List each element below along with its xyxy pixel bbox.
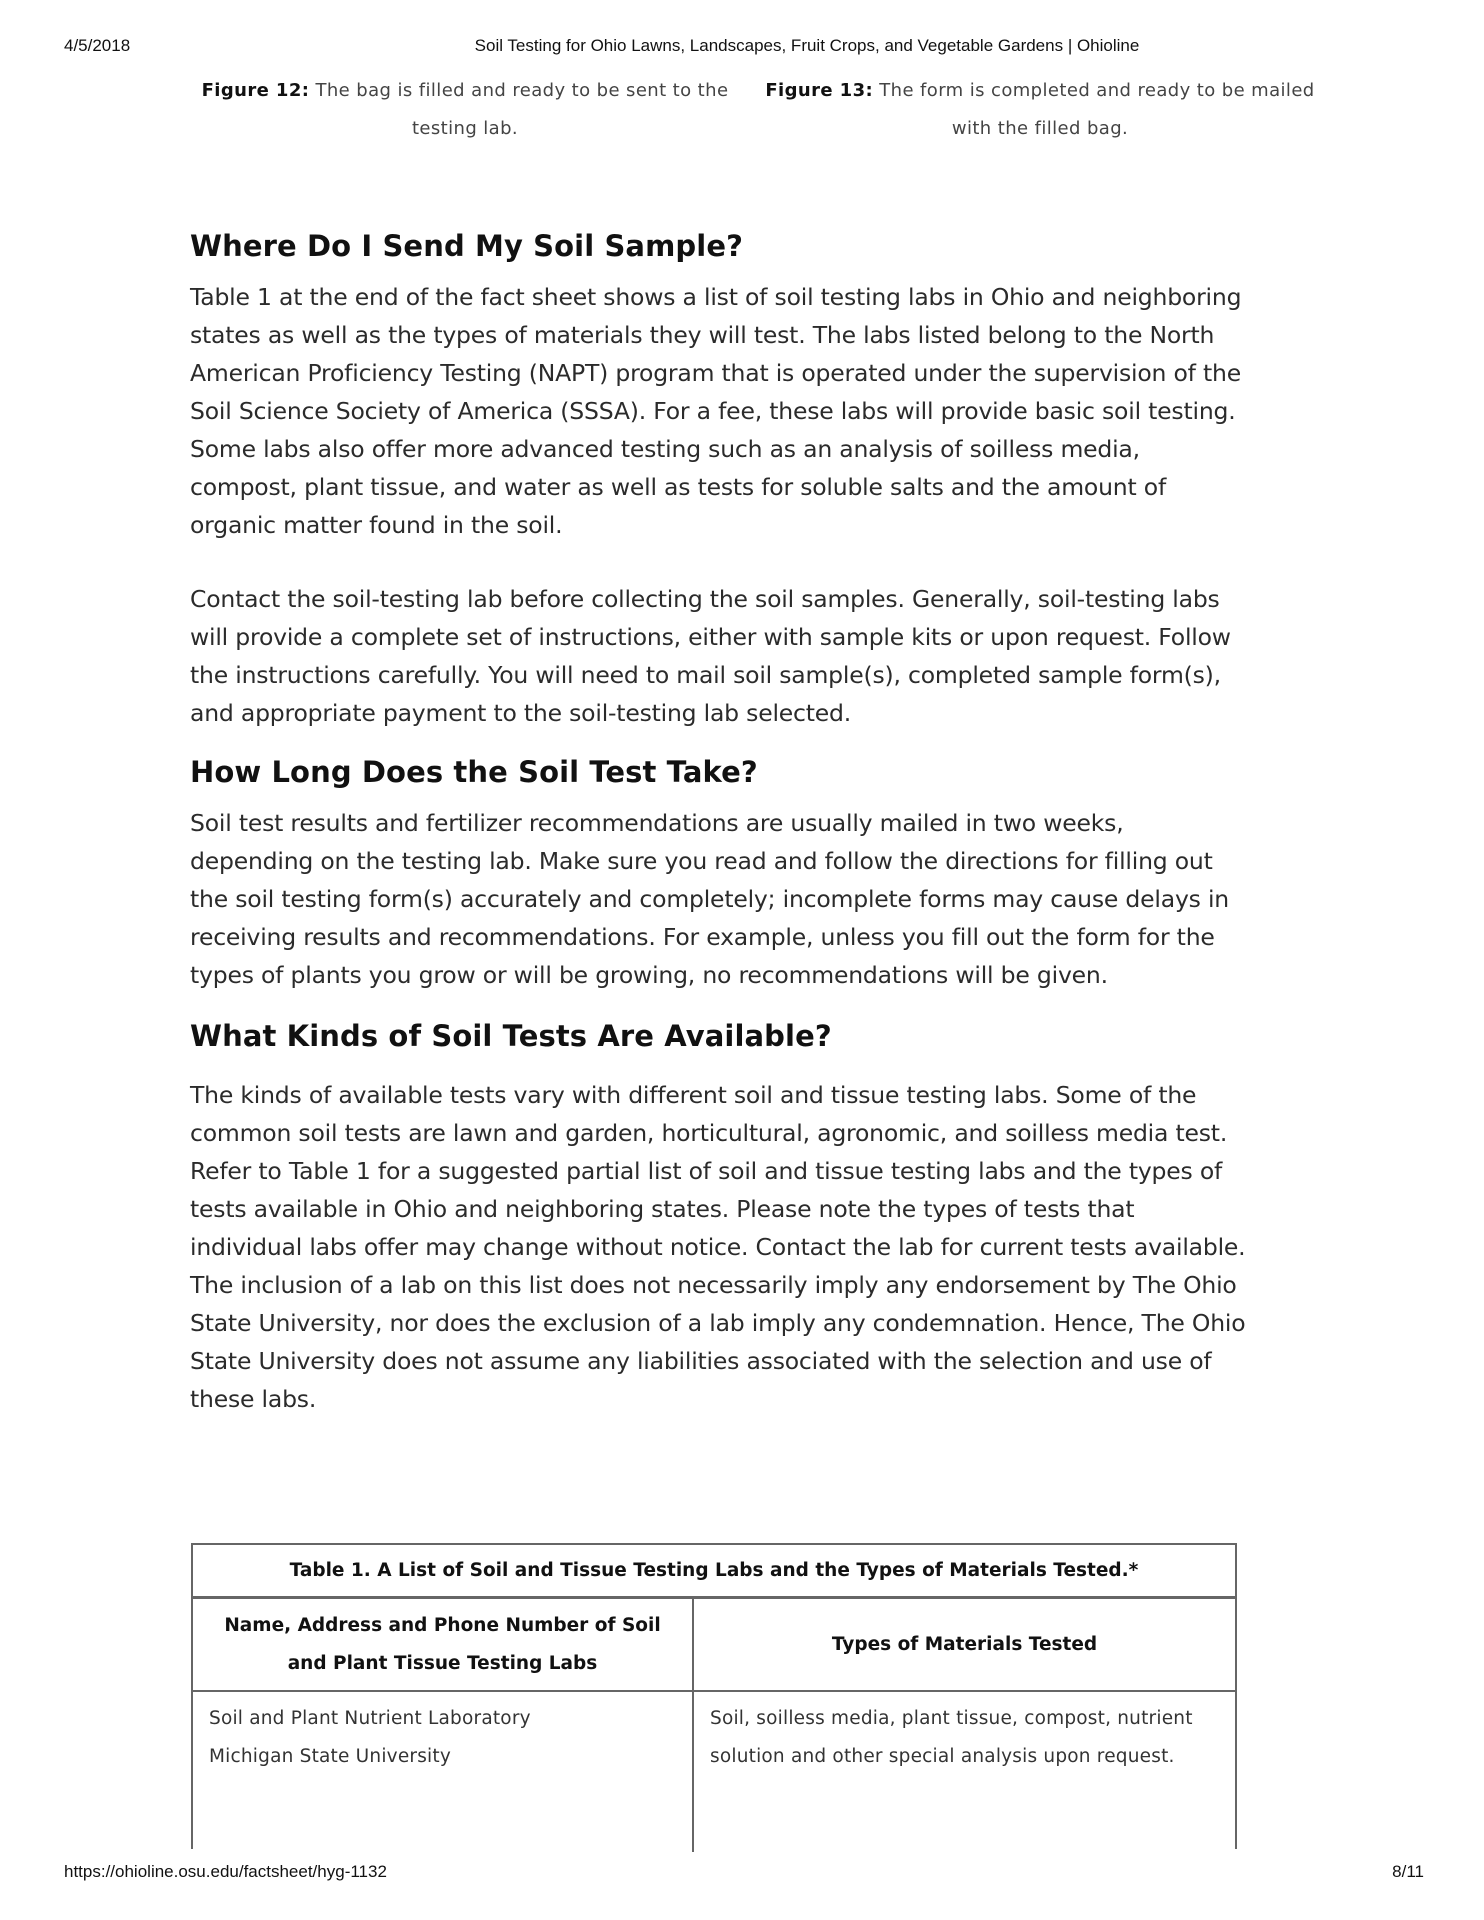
- paragraph-labs-list: Table 1 at the end of the fact sheet shows a list of soil testing labs in Ohio and neighboring states as well as the types of materials they will test. The labs listed belong to the North American Proficiency Testing (NAPT) program that is operated under the supervision of the Soil Science Society of America (SSSA). For a fee, these labs will provide basic soil testing. Some labs also offer more advanced testing such as an analysis of soilless media, compost, plant tissue, and water as well as tests for soluble salts and the amount of organic matter found in the soil.: [190, 283, 1242, 539]
- figure-13-label: Figure 13:: [765, 80, 874, 101]
- heading-how-long: How Long Does the Soil Test Take?: [190, 755, 758, 789]
- materials-cell: Soil, soilless media, plant tissue, compost, nutrient solution and other special analysis upon request.: [710, 1708, 1193, 1767]
- print-page-title: Soil Testing for Ohio Lawns, Landscapes, Fruit Crops, and Vegetable Gardens | Ohioline: [474, 36, 1140, 55]
- figure-13-text: The form is completed and ready to be mailed with the filled bag.: [879, 80, 1315, 139]
- lab-name: Soil and Plant Nutrient Laboratory: [209, 1708, 531, 1729]
- figure-12-label: Figure 12:: [201, 80, 310, 101]
- figure-13-caption: [760, 72, 1320, 148]
- lab-institution: Michigan State University: [209, 1746, 451, 1767]
- print-date: 4/5/2018: [64, 36, 131, 55]
- paragraph-kinds-of-tests: The kinds of available tests vary with different soil and tissue testing labs. Some of the common soil tests are lawn and garden, horticultural, agronomic, and soilless media test. Refer to Table 1 for a suggested partial list of soil and tissue testing labs and the types of tests available in Ohio and neighboring states. Please note the types of tests that individual labs offer may change without notice. Contact the lab for current tests available. The inclusion of a lab on this list does not necessarily imply any endorsement by The Ohio State University, nor does the exclusion of a lab imply any condemnation. Hence, The Ohio State University does not assume any liabilities associated with the selection and use of these labs.: [190, 1081, 1246, 1413]
- print-header: [0, 36, 1484, 60]
- labs-table: [191, 1543, 1237, 1849]
- page-number: 8/11: [1392, 1862, 1424, 1881]
- page-url[interactable]: https://ohioline.osu.edu/factsheet/hyg-1132: [64, 1862, 387, 1881]
- paragraph-results-timing: Soil test results and fertilizer recommendations are usually mailed in two weeks, depending on the testing lab. Make sure you read and follow the directions for filling out the soil testing form(s) accurately and completely; incomplete forms may cause delays in receiving results and recommendations. For example, unless you fill out the form for the types of plants you grow or will be growing, no recommendations will be given.: [190, 809, 1229, 989]
- column-header-lab: Name, Address and Phone Number of Soil and Plant Tissue Testing Labs: [193, 1599, 694, 1690]
- column-header-materials: Types of Materials Tested: [831, 1633, 1098, 1655]
- table-caption: Table 1. A List of Soil and Tissue Testing Labs and the Types of Materials Tested.*: [193, 1545, 1235, 1599]
- paragraph-contact-lab: Contact the soil-testing lab before collecting the soil samples. Generally, soil-testing labs will provide a complete set of instructions, either with sample kits or upon request. Follow the instructions carefully. You will need to mail soil sample(s), completed sample form(s), and appropriate payment to the soil-testing lab selected.: [190, 585, 1231, 727]
- lab-cell: [193, 1692, 694, 1852]
- heading-kinds-of-tests: What Kinds of Soil Tests Are Available?: [190, 1019, 832, 1053]
- figure-12-text: The bag is filled and ready to be sent to the testing lab.: [315, 80, 729, 139]
- table-header-row: [193, 1599, 1235, 1692]
- figure-12-caption: [185, 72, 745, 148]
- heading-where-send-sample: Where Do I Send My Soil Sample?: [190, 229, 744, 263]
- article-content: [190, 226, 1250, 1418]
- figure-captions: [190, 72, 1315, 148]
- table-row: [193, 1692, 1235, 1852]
